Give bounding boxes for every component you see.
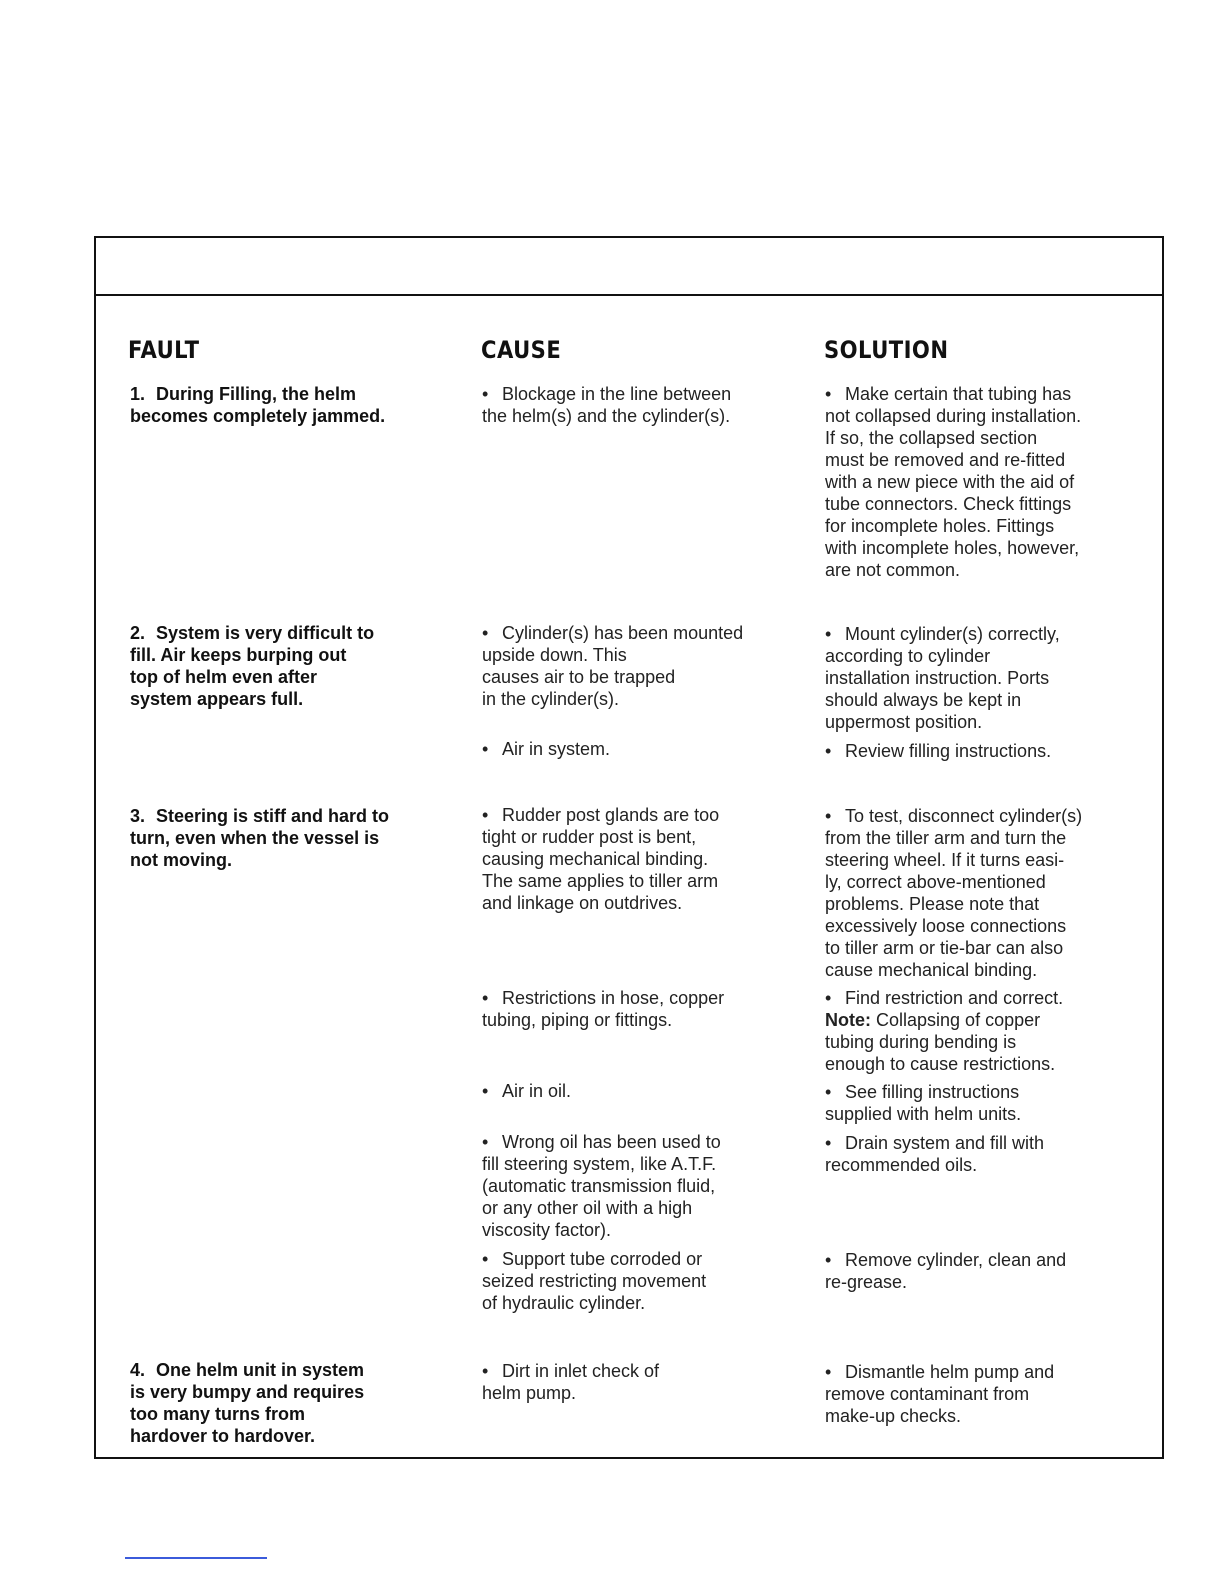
header-cause: CAUSE — [481, 336, 562, 364]
fault-3: 3. Steering is stiff and hard to turn, even when the vessel is not moving. — [130, 806, 390, 870]
solution-3-1: • To test, disconnect cylinder(s) from the tiller arm and turn the steering wheel. If it turns easi- ly, correct above-mentioned problems. Please note that excessively loose connections to tiller arm or tie-bar can also cause mechanical binding. — [825, 806, 1083, 980]
cause-3-2: • Restrictions in hose, copper tubing, piping or fittings. — [482, 988, 725, 1030]
cause-3-3: • Air in oil. — [482, 1081, 572, 1101]
solution-1-1: • Make certain that tubing has not collapsed during installation. If so, the collapsed section must be removed and re-fitted with a new piece with the aid of tube connectors. Check fittings for incomplete holes. Fittings with incomplete holes, however, are not common. — [825, 384, 1082, 580]
table-title-band — [96, 238, 1162, 296]
header-fault: FAULT — [128, 336, 200, 364]
solution-3-5: • Remove cylinder, clean and re-grease. — [825, 1250, 1067, 1292]
cause-3-4: • Wrong oil has been used to fill steering system, like A.T.F. (automatic transmission fluid, or any other oil with a high viscosity factor). — [482, 1132, 721, 1240]
fault-2: 2. System is very difficult to fill. Air keeps burping out top of helm even after system appears full. — [130, 623, 375, 709]
troubleshooting-table — [94, 236, 1164, 1459]
cause-4-1: • Dirt in inlet check of helm pump. — [482, 1361, 660, 1403]
header-solution: SOLUTION — [824, 336, 949, 364]
solution-3-3: • See filling instructions supplied with helm units. — [825, 1082, 1022, 1124]
cause-3-1: • Rudder post glands are too tight or rudder post is bent, causing mechanical binding. The same applies to tiller arm and linkage on outdrives. — [482, 805, 720, 913]
cause-3-5: • Support tube corroded or seized restricting movement of hydraulic cylinder. — [482, 1249, 707, 1313]
cause-2-2: • Air in system. — [482, 739, 611, 759]
note-label: Note: — [825, 1010, 871, 1030]
cause-2-1: • Cylinder(s) has been mounted upside down. This causes air to be trapped in the cylinder(s). — [482, 623, 744, 709]
solution-4-1: • Dismantle helm pump and remove contaminant from make-up checks. — [825, 1362, 1055, 1426]
footer-rule — [125, 1557, 267, 1559]
solution-3-2: • Find restriction and correct. Note: Collapsing of copper tubing during bending is enough to cause restrictions. — [825, 988, 1064, 1074]
fault-1: 1. During Filling, the helm becomes completely jammed. — [130, 384, 386, 426]
cause-1-1: • Blockage in the line between the helm(s) and the cylinder(s). — [482, 384, 732, 426]
fault-4: 4. One helm unit in system is very bumpy and requires too many turns from hardover to hardover. — [130, 1360, 365, 1446]
solution-2-1: • Mount cylinder(s) correctly, according to cylinder installation instruction. Ports should always be kept in uppermost position. — [825, 624, 1060, 732]
solution-2-2: • Review filling instructions. — [825, 741, 1052, 761]
solution-3-4: • Drain system and fill with recommended oils. — [825, 1133, 1045, 1175]
